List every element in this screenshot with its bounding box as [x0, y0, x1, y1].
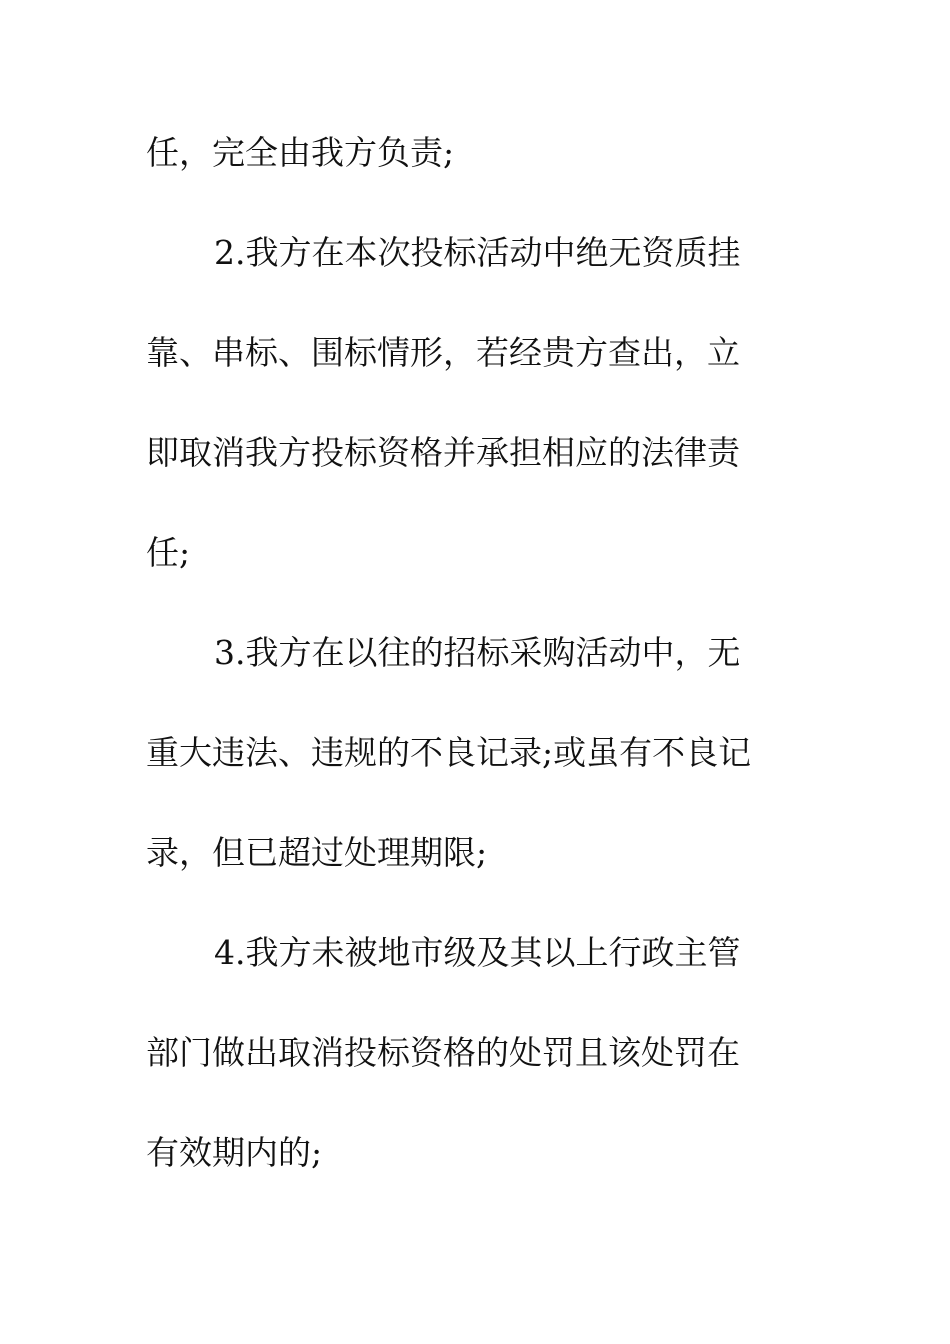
text-line-10: 部门做出取消投标资格的处罚且该处罚在	[146, 1033, 740, 1072]
text-line-6: 3.我方在以往的招标采购活动中，无	[214, 633, 741, 672]
text-line-5: 任;	[146, 533, 191, 572]
text-line-2: 2.我方在本次投标活动中绝无资质挂	[214, 233, 741, 272]
text-line-3: 靠、串标、围标情形，若经贵方查出，立	[146, 333, 740, 372]
text-line-1: 任，完全由我方负责;	[146, 133, 455, 172]
text-line-7: 重大违法、违规的不良记录;或虽有不良记	[146, 733, 752, 772]
text-line-4: 即取消我方投标资格并承担相应的法律责	[146, 433, 740, 472]
text-line-8: 录，但已超过处理期限;	[146, 833, 488, 872]
text-line-11: 有效期内的;	[146, 1133, 323, 1172]
text-line-9: 4.我方未被地市级及其以上行政主管	[214, 933, 741, 972]
